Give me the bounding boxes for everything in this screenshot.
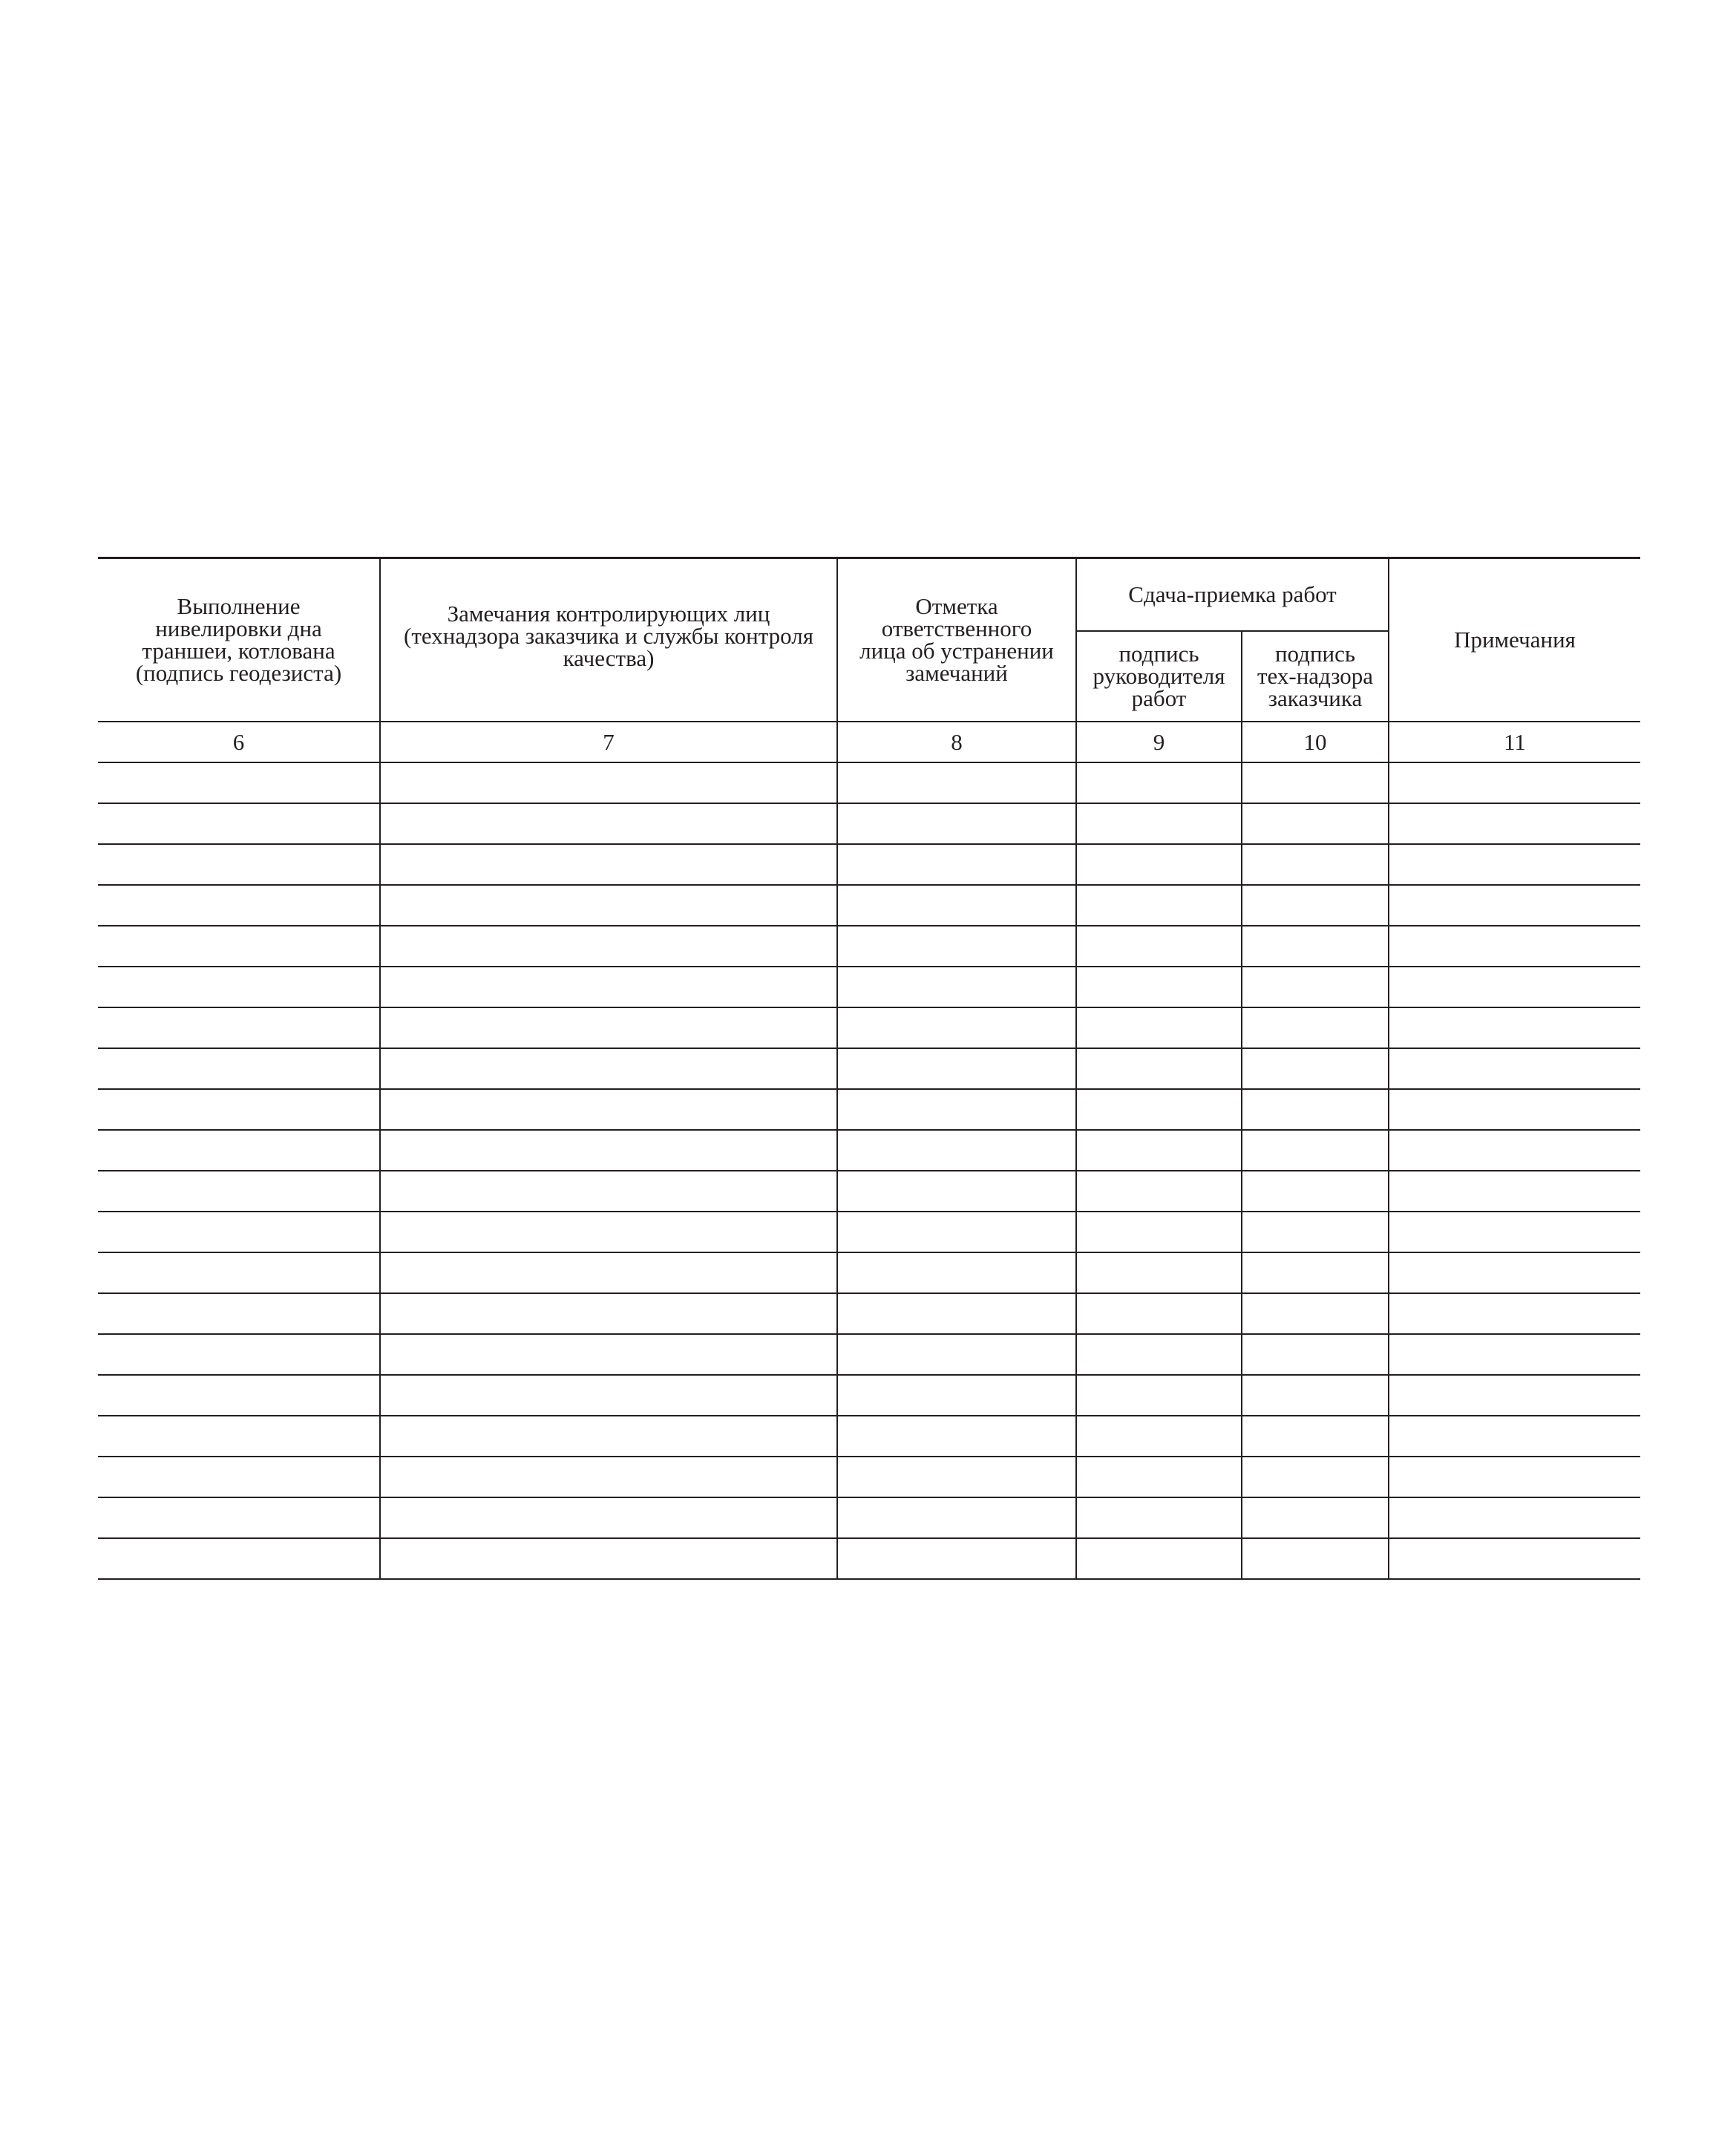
table-cell[interactable]	[98, 1538, 380, 1579]
header-group-acceptance: Сдача-приемка работ	[1076, 558, 1389, 632]
header-col7-remarks: Замечания контролирующих лиц (технадзора заказчика и службы контроля качества)	[380, 558, 837, 722]
header-col6-leveling: Выполнение нивелировки дна траншеи, котлована (подпись геодезиста)	[98, 558, 380, 722]
table-row	[98, 762, 1640, 803]
table-cell[interactable]	[380, 1457, 837, 1497]
table-cell[interactable]	[1242, 967, 1389, 1007]
table-cell[interactable]	[1389, 1416, 1640, 1457]
table-row	[98, 1538, 1640, 1579]
table-cell[interactable]	[98, 1252, 380, 1293]
table-cell[interactable]	[1242, 1048, 1389, 1089]
table-cell[interactable]	[1242, 1293, 1389, 1334]
column-number: 7	[380, 722, 837, 762]
table-cell[interactable]	[1389, 1538, 1640, 1579]
column-numbers-row	[98, 722, 1640, 762]
table-cell[interactable]	[380, 1007, 837, 1048]
table-row	[98, 803, 1640, 844]
table-cell[interactable]	[837, 1293, 1076, 1334]
table-cell[interactable]	[1076, 1212, 1242, 1252]
table-row	[98, 1375, 1640, 1416]
table-cell[interactable]	[380, 1497, 837, 1538]
table-cell[interactable]	[1389, 1252, 1640, 1293]
table-cell[interactable]	[837, 1212, 1076, 1252]
table-cell[interactable]	[1242, 1089, 1389, 1130]
table-cell[interactable]	[1242, 1130, 1389, 1171]
table-cell[interactable]	[1242, 844, 1389, 885]
table-cell[interactable]	[837, 1171, 1076, 1212]
table-cell[interactable]	[1076, 967, 1242, 1007]
table-cell[interactable]	[837, 1130, 1076, 1171]
column-number: 9	[1076, 722, 1242, 762]
table-cell[interactable]	[98, 1048, 380, 1089]
table-cell[interactable]	[380, 803, 837, 844]
table-row	[98, 926, 1640, 967]
table-cell[interactable]	[837, 1497, 1076, 1538]
table-row	[98, 967, 1640, 1007]
table-row	[98, 1293, 1640, 1334]
table-cell[interactable]	[837, 885, 1076, 926]
table-cell[interactable]	[380, 1538, 837, 1579]
table-cell[interactable]	[98, 1089, 380, 1130]
table-cell[interactable]	[837, 1048, 1076, 1089]
table-cell[interactable]	[1389, 967, 1640, 1007]
table-cell[interactable]	[380, 1048, 837, 1089]
header-col8-correction-mark: Отметка ответственного лица об устранении замечаний	[837, 558, 1076, 722]
table-cell[interactable]	[837, 926, 1076, 967]
table-cell[interactable]	[1389, 1048, 1640, 1089]
table-cell[interactable]	[1076, 803, 1242, 844]
table-cell[interactable]	[380, 1171, 837, 1212]
table-cell[interactable]	[837, 762, 1076, 803]
table-cell[interactable]	[1389, 1089, 1640, 1130]
header-col10-supervision-signature: подпись тех-надзора заказчика	[1242, 631, 1389, 722]
table-cell[interactable]	[1076, 1416, 1242, 1457]
header-col11-notes: Примечания	[1389, 558, 1640, 722]
table-cell[interactable]	[380, 1089, 837, 1130]
table-cell[interactable]	[1076, 1007, 1242, 1048]
table-cell[interactable]	[1242, 1457, 1389, 1497]
table-header	[98, 558, 1640, 763]
table-row	[98, 885, 1640, 926]
table-cell[interactable]	[837, 1416, 1076, 1457]
table-cell[interactable]	[1076, 1048, 1242, 1089]
table-cell[interactable]	[1389, 1130, 1640, 1171]
table-cell[interactable]	[1242, 762, 1389, 803]
table-row	[98, 1089, 1640, 1130]
table-cell[interactable]	[1389, 1497, 1640, 1538]
table-cell[interactable]	[98, 967, 380, 1007]
table-cell[interactable]	[98, 1212, 380, 1252]
table-cell[interactable]	[98, 1416, 380, 1457]
table-cell[interactable]	[1389, 885, 1640, 926]
table-cell[interactable]	[1389, 762, 1640, 803]
column-number: 6	[98, 722, 380, 762]
table-cell[interactable]	[380, 926, 837, 967]
table-cell[interactable]	[1242, 1007, 1389, 1048]
table-row	[98, 1252, 1640, 1293]
table-cell[interactable]	[837, 1089, 1076, 1130]
journal-table	[98, 557, 1640, 1580]
table-cell[interactable]	[837, 1457, 1076, 1497]
header-col9-manager-signature: подпись руководителя работ	[1076, 631, 1242, 722]
table-cell[interactable]	[1389, 926, 1640, 967]
table-cell[interactable]	[1076, 1538, 1242, 1579]
table-cell[interactable]	[1389, 1212, 1640, 1252]
table-cell[interactable]	[1076, 1171, 1242, 1212]
table-cell[interactable]	[98, 1293, 380, 1334]
table-cell[interactable]	[98, 762, 380, 803]
table-cell[interactable]	[1242, 1252, 1389, 1293]
table-cell[interactable]	[1076, 1293, 1242, 1334]
table-cell[interactable]	[1389, 1334, 1640, 1375]
table-cell[interactable]	[1076, 1130, 1242, 1171]
table-body	[98, 762, 1640, 1579]
table-cell[interactable]	[837, 967, 1076, 1007]
table-cell[interactable]	[380, 1334, 837, 1375]
table-row	[98, 1130, 1640, 1171]
table-row	[98, 1212, 1640, 1252]
table-cell[interactable]	[1242, 926, 1389, 967]
table-cell[interactable]	[380, 762, 837, 803]
table-cell[interactable]	[1076, 1457, 1242, 1497]
table-cell[interactable]	[837, 1334, 1076, 1375]
table-row	[98, 1416, 1640, 1457]
column-number: 8	[837, 722, 1076, 762]
table-cell[interactable]	[837, 1007, 1076, 1048]
table-cell[interactable]	[1389, 1457, 1640, 1497]
table-cell[interactable]	[1242, 1538, 1389, 1579]
table-cell[interactable]	[1242, 1375, 1389, 1416]
table-cell[interactable]	[1076, 1497, 1242, 1538]
table-cell[interactable]	[837, 1538, 1076, 1579]
table-cell[interactable]	[380, 885, 837, 926]
table-cell[interactable]	[380, 1416, 837, 1457]
table-row	[98, 1171, 1640, 1212]
table-cell[interactable]	[1076, 1375, 1242, 1416]
table-cell[interactable]	[1242, 1416, 1389, 1457]
table-row	[98, 1497, 1640, 1538]
table-cell[interactable]	[1389, 844, 1640, 885]
table-cell[interactable]	[380, 1375, 837, 1416]
table-cell[interactable]	[1242, 1171, 1389, 1212]
table-cell[interactable]	[380, 1130, 837, 1171]
table-cell[interactable]	[1076, 926, 1242, 967]
table-row	[98, 844, 1640, 885]
table-cell[interactable]	[98, 1130, 380, 1171]
table-cell[interactable]	[98, 1457, 380, 1497]
table-cell[interactable]	[98, 1375, 380, 1416]
table-row	[98, 1334, 1640, 1375]
table-cell[interactable]	[1242, 885, 1389, 926]
table-cell[interactable]	[1389, 1375, 1640, 1416]
table-cell[interactable]	[1389, 1171, 1640, 1212]
table-cell[interactable]	[1076, 844, 1242, 885]
table-cell[interactable]	[1242, 1334, 1389, 1375]
table-cell[interactable]	[98, 844, 380, 885]
table-cell[interactable]	[380, 967, 837, 1007]
table-cell[interactable]	[1389, 1293, 1640, 1334]
table-cell[interactable]	[98, 803, 380, 844]
table-cell[interactable]	[1076, 1334, 1242, 1375]
column-number: 11	[1389, 722, 1640, 762]
table-cell[interactable]	[1389, 1007, 1640, 1048]
table-cell[interactable]	[1242, 1497, 1389, 1538]
table-row	[98, 1007, 1640, 1048]
table-cell[interactable]	[98, 1334, 380, 1375]
column-number: 10	[1242, 722, 1389, 762]
table-cell[interactable]	[98, 1497, 380, 1538]
table-cell[interactable]	[837, 1375, 1076, 1416]
table-cell[interactable]	[837, 844, 1076, 885]
table-row	[98, 1048, 1640, 1089]
table-cell[interactable]	[1389, 803, 1640, 844]
table-cell[interactable]	[380, 844, 837, 885]
table-cell[interactable]	[98, 926, 380, 967]
table-row	[98, 1457, 1640, 1497]
table-cell[interactable]	[98, 885, 380, 926]
table-cell[interactable]	[380, 1252, 837, 1293]
table-cell[interactable]	[1076, 1252, 1242, 1293]
table-cell[interactable]	[380, 1212, 837, 1252]
table-cell[interactable]	[98, 1007, 380, 1048]
table-cell[interactable]	[1076, 1089, 1242, 1130]
table-cell[interactable]	[1242, 803, 1389, 844]
table-cell[interactable]	[837, 803, 1076, 844]
table-cell[interactable]	[380, 1293, 837, 1334]
table-cell[interactable]	[837, 1252, 1076, 1293]
table-cell[interactable]	[1076, 762, 1242, 803]
table-cell[interactable]	[1242, 1212, 1389, 1252]
table-cell[interactable]	[1076, 885, 1242, 926]
table-cell[interactable]	[98, 1171, 380, 1212]
